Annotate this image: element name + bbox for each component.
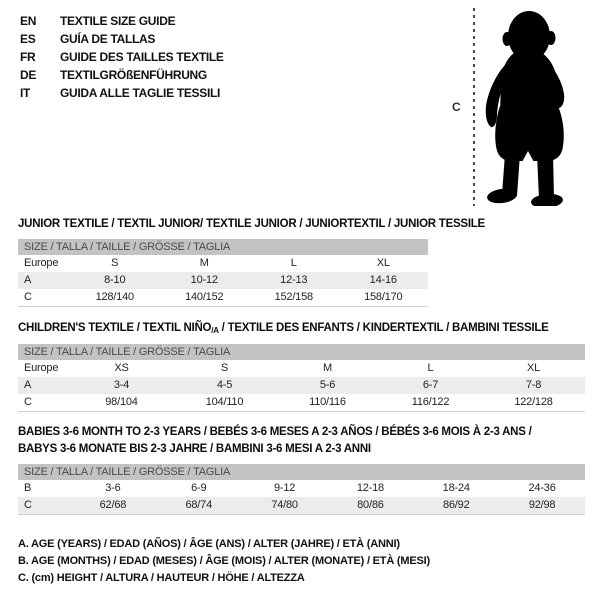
section-title-line: BABIES 3-6 MONTH TO 2-3 YEARS / BEBÉS 3-6 MESES A 2-3 AÑOS / BÉBÉS 3-6 MOIS À 2-3 ANS / xyxy=(18,426,532,438)
size-cell: 122/128 xyxy=(514,396,553,408)
language-label: TEXTILE SIZE GUIDE xyxy=(60,14,176,28)
table-row xyxy=(18,272,428,289)
size-cell: 110/116 xyxy=(309,396,346,408)
footnote-age-years: A. AGE (YEARS) / EDAD (AÑOS) / ÂGE (ANS) / ALTER (JAHRE) / ETÀ (ANNI) xyxy=(18,538,400,550)
table-row xyxy=(18,255,428,272)
size-header-bar: SIZE / TALLA / TAILLE / GRÖSSE / TAGLIA xyxy=(18,464,585,480)
children-size-table xyxy=(18,344,585,412)
row-label: C xyxy=(24,291,32,303)
size-cell: 5-6 xyxy=(319,379,336,391)
language-code: ES xyxy=(20,32,36,46)
toddler-silhouette-icon xyxy=(485,6,585,206)
language-label: GUIDA ALLE TAGLIE TESSILI xyxy=(60,86,221,100)
language-label: GUIDE DES TAILLES TEXTILE xyxy=(60,50,224,64)
size-cell: 10-12 xyxy=(190,274,218,286)
size-cell: 80/86 xyxy=(357,499,384,511)
section-title-text: CHILDREN'S TEXTILE / TEXTIL NIÑO xyxy=(18,322,212,334)
size-cell: 18-24 xyxy=(442,482,470,494)
language-row xyxy=(20,30,224,48)
size-cell: 104/110 xyxy=(205,396,244,408)
size-cell: 116/122 xyxy=(411,396,450,408)
language-label: TEXTILGRÖßENFÜHRUNG xyxy=(60,68,207,82)
row-label: C xyxy=(24,499,32,511)
size-cell: 92/98 xyxy=(528,499,556,511)
size-cell: 8-10 xyxy=(104,274,126,286)
footnotes xyxy=(18,536,430,587)
height-marker-label: C xyxy=(452,100,461,114)
row-label: B xyxy=(24,482,32,494)
size-cell: S xyxy=(111,257,119,269)
size-cell: 12-13 xyxy=(280,274,308,286)
table-row xyxy=(18,360,585,377)
language-code: FR xyxy=(20,50,36,64)
babies-size-table xyxy=(18,464,585,515)
language-list xyxy=(20,12,224,102)
language-row xyxy=(20,12,224,30)
size-cell: 3-6 xyxy=(105,482,121,494)
size-cell: 4-5 xyxy=(216,379,233,391)
size-cell: 24-36 xyxy=(528,482,556,494)
size-cell: XL xyxy=(376,257,390,269)
table-row xyxy=(18,289,428,306)
row-label: A xyxy=(24,379,32,391)
size-cell: XL xyxy=(526,362,541,374)
size-cell: 152/158 xyxy=(274,291,313,303)
row-label: A xyxy=(24,274,32,286)
language-code: EN xyxy=(20,14,37,28)
size-cell: 128/140 xyxy=(95,291,134,303)
size-cell: 14-16 xyxy=(369,274,397,286)
footnote-age-months: B. AGE (MONTHS) / EDAD (MESES) / ÂGE (MOIS) / ALTER (MONATE) / ETÀ (MESI) xyxy=(18,555,430,567)
table-row xyxy=(18,377,585,394)
section-title-junior: JUNIOR TEXTILE / TEXTIL JUNIOR/ TEXTILE JUNIOR / JUNIORTEXTIL / JUNIOR TESSILE xyxy=(18,218,485,230)
size-header-bar: SIZE / TALLA / TAILLE / GRÖSSE / TAGLIA xyxy=(18,344,585,360)
section-title-babies xyxy=(18,424,583,458)
size-cell: 74/80 xyxy=(271,499,298,511)
size-cell: 86/92 xyxy=(442,499,470,511)
row-label: C xyxy=(24,396,32,408)
size-cell: 7-8 xyxy=(525,379,542,391)
row-label: Europe xyxy=(24,257,59,269)
size-cell: 68/74 xyxy=(185,499,212,511)
size-cell: L xyxy=(427,362,434,374)
language-label: GUÍA DE TALLAS xyxy=(60,32,156,46)
section-title-text: / TEXTILE DES ENFANTS / KINDERTEXTIL / BAMBINI TESSILE xyxy=(218,322,549,334)
size-header-bar: SIZE / TALLA / TAILLE / GRÖSSE / TAGLIA xyxy=(18,239,428,255)
language-row xyxy=(20,48,224,66)
footnote-height: C. (cm) HEIGHT / ALTURA / HAUTEUR / HÖHE / ALTEZZA xyxy=(18,572,305,584)
size-cell: M xyxy=(199,257,209,269)
table-row xyxy=(18,394,585,411)
row-label: Europe xyxy=(24,362,59,374)
size-cell: 12-18 xyxy=(356,482,384,494)
section-title-subscript: /A xyxy=(211,326,219,335)
size-cell: 3-4 xyxy=(113,379,130,391)
language-row xyxy=(20,84,224,102)
size-cell: 9-12 xyxy=(273,482,296,494)
size-cell: 62/68 xyxy=(99,499,127,511)
size-cell: XS xyxy=(114,362,129,374)
size-cell: 6-7 xyxy=(422,379,439,391)
size-cell: L xyxy=(290,257,297,269)
size-cell: 158/170 xyxy=(364,291,403,303)
language-row xyxy=(20,66,224,84)
size-cell: M xyxy=(323,362,332,374)
language-code: IT xyxy=(20,86,31,100)
junior-size-table xyxy=(18,239,428,307)
size-cell: 6-9 xyxy=(191,482,207,494)
table-row xyxy=(18,497,585,514)
size-cell: 98/104 xyxy=(105,396,138,408)
size-cell: 140/152 xyxy=(185,291,224,303)
height-measure-dashed-line xyxy=(473,8,475,206)
section-title-children xyxy=(18,320,549,339)
table-row xyxy=(18,480,585,497)
section-title-line: BABYS 3-6 MONATE BIS 2-3 JAHRE / BAMBINI 3-6 MESI A 2-3 ANNI xyxy=(18,443,371,455)
size-cell: S xyxy=(220,362,229,374)
language-code: DE xyxy=(20,68,37,82)
